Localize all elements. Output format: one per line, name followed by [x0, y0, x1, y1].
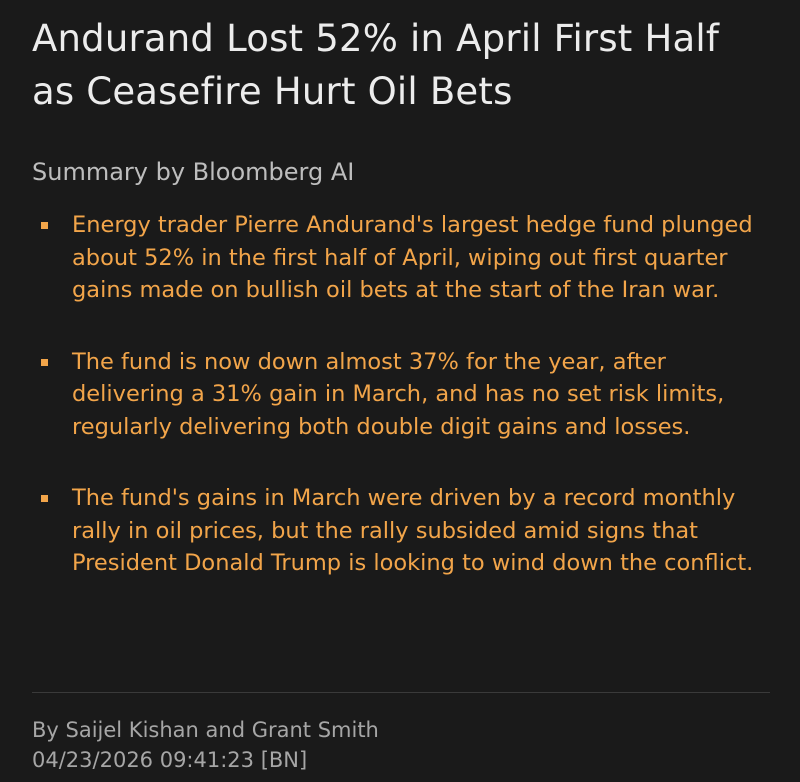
summary-bullet — [32, 346, 762, 444]
divider — [32, 692, 770, 693]
square-bullet-icon — [41, 359, 48, 366]
article-headline: Andurand Lost 52% in April First Half as Ceasefire Hurt Oil Bets — [32, 17, 720, 113]
summary-bullet-text: Energy trader Pierre Andurand's largest hedge fund plunged about 52% in the first half of April, wiping out first quarter gains made on bullish oil bets at the start of the Iran war. — [72, 212, 753, 303]
author-byline[interactable]: By Saijel Kishan and Grant Smith — [32, 718, 379, 742]
summary-bullet-list — [32, 209, 762, 619]
publish-timestamp: 04/23/2026 09:41:23 [BN] — [32, 748, 308, 772]
square-bullet-icon — [41, 222, 48, 229]
summary-label: Summary by Bloomberg AI — [32, 158, 355, 186]
summary-bullet — [32, 209, 762, 307]
summary-bullet-text: The fund is now down almost 37% for the year, after delivering a 31% gain in March, and has no set risk limits, regularly delivering both double digit gains and losses. — [72, 348, 725, 440]
square-bullet-icon — [41, 495, 48, 502]
summary-bullet-text: The fund's gains in March were driven by a record monthly rally in oil prices, but the rally subsided amid signs that President Donald Trump is looking to wind down the conflict. — [72, 485, 754, 576]
summary-bullet — [32, 482, 762, 580]
